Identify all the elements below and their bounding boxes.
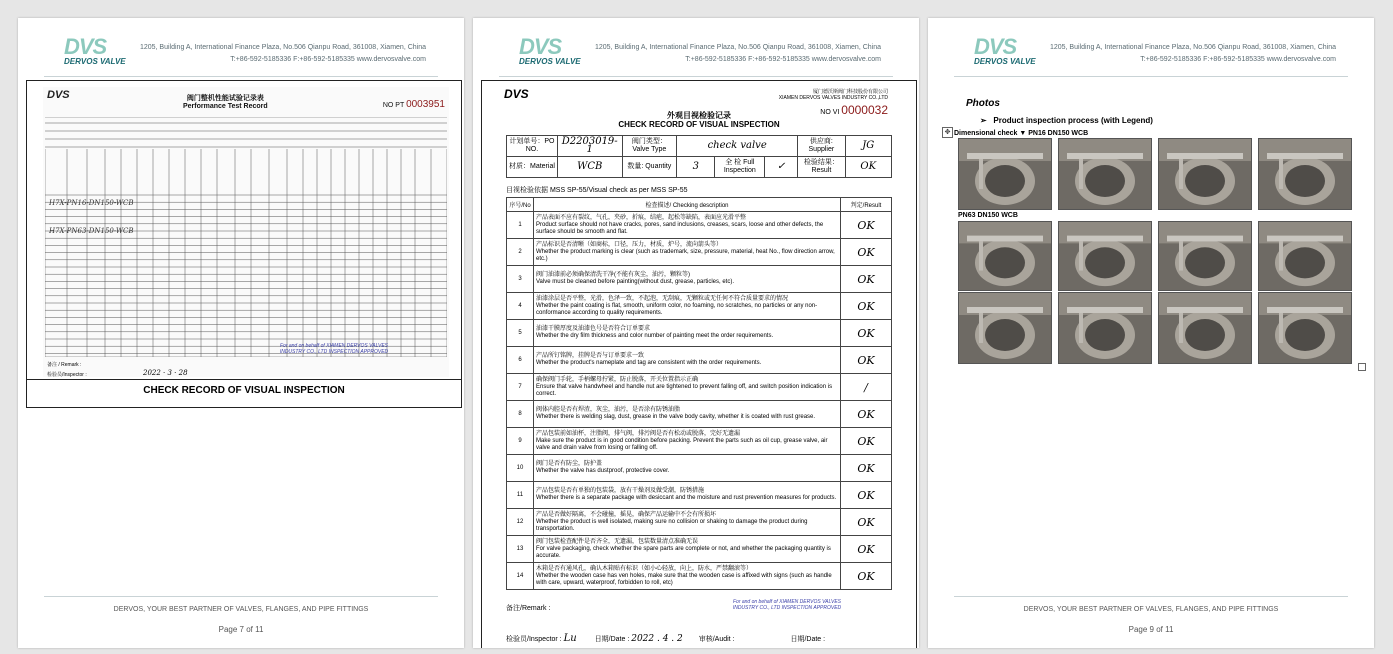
check-desc (534, 266, 841, 293)
check-result: OK (841, 293, 892, 320)
full-inspection-label: 全 检 Full Inspection (715, 157, 765, 178)
header-rule (954, 76, 1348, 77)
scan-no-label: NO PT (382, 102, 405, 109)
check-desc-cn: 产品包装是否有单独的包装袋，放有干燥剂及做受潮，防锈措施 (536, 488, 705, 494)
photos-heading: Photos (966, 98, 1000, 109)
contact-line: T:+86-592-5185336 F:+86-592-5185335 www.dervosvalve.com (685, 56, 881, 63)
valve-type-label: 阀门类型：Valve Type (622, 136, 677, 157)
check-result: OK (841, 320, 892, 347)
scan-logo: DVS (47, 89, 70, 101)
check-no: 10 (507, 455, 534, 482)
scan-title-cn: 阀门整机性能试验记录表 (186, 95, 264, 102)
footer-rule (44, 596, 438, 597)
check-no: 13 (507, 536, 534, 563)
valve-photo-image (1059, 293, 1151, 363)
check-desc (534, 212, 841, 239)
valve-photo-image (959, 139, 1051, 209)
company-en: XIAMEN DERVOS VALVES INDUSTRY CO.,LTD (778, 95, 888, 101)
scan-title-cn: 外观目视检验记录 (667, 111, 731, 120)
check-result: OK (841, 482, 892, 509)
check-desc-en: Make sure the product is in good condition before packing. Prevent the parts such as oil cup, grease valve, air valve and drain valve from losing or falling off. (536, 437, 828, 451)
check-row (507, 266, 892, 293)
col-desc-header: 检查描述/ Checking description (534, 198, 841, 212)
result-label: 检验结果：Result (798, 157, 845, 178)
check-desc-cn: 产品表面不应有裂纹，气孔，夹砂，折痕，结疤，起松等缺陷，表面应光滑平整 (536, 214, 747, 221)
quantity-label: 数量: Quantity (622, 157, 677, 178)
check-desc (534, 320, 841, 347)
inspection-photo (1258, 221, 1352, 291)
check-desc-cn: 木箱是否有通风孔，确认木箱贴有标识（如小心轻放，向上，防水，严禁翻滚等） (536, 565, 753, 572)
check-desc (534, 347, 841, 374)
document-page-9 (928, 18, 1374, 648)
check-no: 3 (507, 266, 534, 293)
inspection-photo (1058, 221, 1152, 291)
footer-rule (954, 596, 1348, 597)
performance-test-record-scan (26, 80, 462, 408)
address-line: 1205, Building A, International Finance Plaza, No.506 Qianpu Road, 361008, Xiamen, China (139, 44, 426, 51)
check-row (507, 212, 892, 239)
check-desc (534, 563, 841, 590)
inspection-photo (958, 221, 1052, 291)
supplier-value: JG (845, 136, 891, 157)
valve-photo-image (1259, 293, 1351, 363)
check-desc-en: Product surface should not have cracks, pores, sand inclusions, creases, scars, loose and other defects, the surface should be smooth and flat. (536, 221, 824, 235)
scan-remark-label: 备注 / Remark : (47, 362, 82, 368)
process-title (980, 116, 1153, 125)
scan-sheet (43, 87, 449, 377)
check-desc (534, 239, 841, 266)
check-desc (534, 482, 841, 509)
check-no: 1 (507, 212, 534, 239)
scan-title (183, 95, 268, 111)
check-no: 7 (507, 374, 534, 401)
document-page-8 (473, 18, 919, 648)
valve-photo-image (1059, 139, 1151, 209)
valve-photo-image (959, 222, 1051, 290)
check-no: 5 (507, 320, 534, 347)
logo-name: DERVOS VALVE (64, 57, 126, 66)
footer-tagline: DERVOS, YOUR BEST PARTNER OF VALVES, FLANGES, AND PIPE FITTINGS (1023, 606, 1279, 613)
check-desc-cn: 确保阀门手轮，手柄螺母拧紧，防止脱落，开关位置指示正确 (536, 376, 699, 383)
check-desc-cn: 阀门包装检查配件是否齐全，无遗漏，包装数量清点准确无误 (536, 538, 699, 545)
scan-date-value: 2022 · 3 · 28 (143, 369, 188, 377)
check-row (507, 320, 892, 347)
check-result: OK (841, 509, 892, 536)
check-result: / (841, 374, 892, 401)
inspection-photo (1158, 221, 1252, 291)
check-result: OK (841, 401, 892, 428)
scan-no-label: NO VI (820, 109, 840, 116)
check-no: 8 (507, 401, 534, 428)
check-row (507, 374, 892, 401)
check-desc-en: For valve packaging, check whether the spare parts are complete or not, and whether the packaging quantity is accurate. (536, 545, 831, 559)
page-number: Page 9 of 11 (1128, 625, 1174, 634)
valve-photo-image (959, 293, 1051, 363)
check-no: 9 (507, 428, 534, 455)
check-desc-en: Whether the paint coating is flat, smooth, uniform color, no foaming, no scratches, no particles or any non-conformance according to quality requirements. (536, 302, 818, 316)
check-desc-en: Whether the product's nameplate and tag are consistent with the order requirements. (536, 360, 762, 366)
check-result: OK (841, 212, 892, 239)
logo-name: DERVOS VALVE (519, 57, 581, 66)
check-row (507, 509, 892, 536)
check-row (507, 347, 892, 374)
logo-mark: DVS (64, 34, 107, 59)
check-result: OK (841, 428, 892, 455)
material-value: WCB (557, 157, 622, 178)
company-logo (972, 34, 1042, 70)
check-desc-en: Whether there is a separate package with desiccant and the moisture and rust prevention measures for products. (536, 495, 837, 501)
check-desc (534, 401, 841, 428)
check-desc-en: Whether the product is well isolated, making sure no collision or shaking to damage the product during transportation. (536, 518, 808, 532)
valve-photo-image (1259, 139, 1351, 209)
test-record-grid (45, 117, 447, 357)
table-move-handle-icon[interactable]: ✥ (942, 127, 953, 138)
check-desc-cn: 产品包装前如油杯，注脂阀，排气阀，排污阀是否有松动或脱落，完好无遗漏 (536, 430, 741, 437)
check-desc (534, 455, 841, 482)
check-row (507, 401, 892, 428)
po-label: 计划单号：PO NO. (507, 136, 558, 157)
check-result: OK (841, 455, 892, 482)
check-result: OK (841, 239, 892, 266)
check-result: OK (841, 563, 892, 590)
row-note-2: H7X-PN63-DN150-WCB (49, 227, 134, 235)
valve-photo-image (1159, 139, 1251, 209)
row-note-1: H7X-PN16-DN150-WCB (49, 199, 134, 207)
remark-label: 备注/Remark : (506, 605, 551, 612)
scan-title (482, 111, 916, 129)
check-desc-en: Whether the valve has dustproof, protective cover. (536, 468, 670, 474)
check-desc-cn: 阀体内腔是否有焊渣，灰尘，油污，是否涂有防锈油脂 (536, 407, 681, 413)
company-cn: 厦门德沃斯阀门科技股份有限公司 (812, 89, 888, 95)
check-desc-en: Whether there is welding slag, dust, grease in the valve body cavity, whether it is coated with rust grease. (536, 414, 816, 420)
visual-inspection-record-scan (481, 80, 917, 648)
full-inspection-value: ✓ (765, 157, 798, 178)
header-address (1050, 42, 1336, 66)
valve-photo-image (1159, 222, 1251, 290)
check-desc-cn: 产品是否做好隔离，不会碰撞，摇晃，确保产品运输中不会有所损坏 (536, 511, 717, 518)
inspection-photo (958, 292, 1052, 364)
address-line: 1205, Building A, International Finance Plaza, No.506 Qianpu Road, 361008, Xiamen, China (1049, 44, 1336, 51)
check-no: 6 (507, 347, 534, 374)
check-desc-en: Whether the wooden case has ven holes, make sure that the wooden case is affixed with signs (such as handle with care, upward, waterproof, forbidden to roll, etc) (536, 572, 832, 586)
inspection-photo (958, 138, 1052, 210)
check-desc-cn: 油漆涂层是否平整，光滑，色泽一致，不起泡，无刮痕，无颗粒或无任何不符合质量要求的情况 (536, 295, 789, 302)
inspection-stamp: For and on behalf of XIAMEN DERVOS VALVES INDUSTRY CO., LTD INSPECTION APPROVED (732, 599, 842, 611)
checking-table (506, 197, 892, 590)
date-label: 日期/Date : (594, 636, 630, 643)
check-row (507, 428, 892, 455)
check-desc-cn: 阀门油漆前必须确保清洗干净(不能有灰尘，油污，颗粒等) (536, 272, 690, 278)
check-desc (534, 536, 841, 563)
check-desc-en: Whether the product marking is clear (such as trademark, size, pressure, material, heat No., flow direction arrow, etc.) (536, 248, 835, 262)
inspection-stamp: For and on behalf of XIAMEN DERVOS VALVES INDUSTRY CO., LTD INSPECTION APPROVED (279, 343, 389, 355)
contact-line: T:+86-592-5185336 F:+86-592-5185335 www.dervosvalve.com (1140, 56, 1336, 63)
scan-company (779, 89, 888, 101)
check-row (507, 536, 892, 563)
check-desc-cn: 产品所钉铭牌，挂牌是否与订单要求一致 (536, 353, 645, 359)
scan-no-value: 0000032 (841, 103, 888, 117)
inspector-value: Lu (563, 633, 577, 644)
page-number: Page 7 of 11 (218, 625, 264, 634)
check-no: 14 (507, 563, 534, 590)
inspection-standard: 目视检验依据 MSS SP-55/Visual check as per MSS SP-55 (506, 187, 688, 194)
inspection-photo (1058, 138, 1152, 210)
address-line: 1205, Building A, International Finance Plaza, No.506 Qianpu Road, 361008, Xiamen, China (594, 44, 881, 51)
scan-number (383, 99, 445, 110)
scan-no-value: 0003951 (406, 99, 445, 110)
result-value: OK (845, 157, 891, 178)
check-result: OK (841, 347, 892, 374)
company-logo (62, 34, 132, 70)
check-no: 12 (507, 509, 534, 536)
audit-label: 审核/Audit : (698, 636, 735, 643)
header-address (595, 42, 881, 66)
inspection-info-table (506, 135, 892, 178)
scan-caption: CHECK RECORD OF VISUAL INSPECTION (143, 385, 345, 396)
scan-title-en: CHECK RECORD OF VISUAL INSPECTION (618, 120, 780, 129)
col-no-header: 序号/No (507, 198, 534, 212)
check-desc-cn: 产品标识是否清晰（如商标，口径，压力，材质，炉号，流向箭头等） (536, 241, 723, 248)
check-desc (534, 428, 841, 455)
signature-row (506, 633, 825, 644)
logo-mark: DVS (974, 34, 1017, 59)
valve-photo-image (1259, 222, 1351, 290)
po-value: D2203019-1 (557, 136, 622, 157)
check-desc (534, 509, 841, 536)
inspection-photo (1058, 292, 1152, 364)
scan-inspector-label: 检验员/Inspector : (47, 372, 87, 378)
process-title-text: Product inspection process (with Legend) (993, 116, 1153, 125)
date-value: 2022 . 4 . 2 (631, 634, 683, 644)
row2-label: PN63 DN150 WCB (958, 212, 1018, 219)
quantity-value: 3 (677, 157, 715, 178)
check-row (507, 563, 892, 590)
header-rule (44, 76, 438, 77)
check-desc-cn: 油漆干膜厚度及油漆色号是否符合订单要求 (536, 326, 651, 332)
check-row (507, 239, 892, 266)
scan-title-en: Performance Test Record (183, 103, 268, 110)
company-logo (517, 34, 587, 70)
check-desc (534, 374, 841, 401)
check-desc-en: Ensure that valve handwheel and handle nut are tightened to prevent falling off, and switch position indication is correct. (536, 383, 833, 397)
inspector-label: 检验员/Inspector : (506, 636, 562, 643)
material-label: 材质：Material (507, 157, 558, 178)
col-result-header: 判定/Result (841, 198, 892, 212)
header-rule (499, 76, 893, 77)
inspection-photo (1258, 292, 1352, 364)
inspection-photo (1158, 292, 1252, 364)
check-no: 11 (507, 482, 534, 509)
logo-mark: DVS (519, 34, 562, 59)
document-page-7 (18, 18, 464, 648)
logo-name: DERVOS VALVE (974, 57, 1036, 66)
valve-photo-image (1159, 293, 1251, 363)
valve-type-value: check valve (677, 136, 798, 157)
footer-tagline: DERVOS, YOUR BEST PARTNER OF VALVES, FLANGES, AND PIPE FITTINGS (113, 606, 369, 613)
valve-photo-image (1059, 222, 1151, 290)
check-row (507, 293, 892, 320)
check-desc-en: Valve must be cleaned before painting(without dust, grease, particles, etc). (536, 279, 734, 285)
bullet-arrow-icon: ➢ (980, 116, 987, 125)
check-row (507, 455, 892, 482)
scan-logo: DVS (504, 87, 529, 101)
check-no: 2 (507, 239, 534, 266)
check-desc-en: Whether the dry film thickness and color number of painting meet the order requirements. (536, 333, 774, 339)
date2-label: 日期/Date : (790, 636, 826, 643)
check-result: OK (841, 536, 892, 563)
check-no: 4 (507, 293, 534, 320)
contact-line: T:+86-592-5185336 F:+86-592-5185335 www.dervosvalve.com (230, 56, 426, 63)
check-row (507, 482, 892, 509)
row1-label: Dimensional check ▼ PN16 DN150 WCB (954, 130, 1089, 137)
supplier-label: 供应商: Supplier (798, 136, 845, 157)
table-resize-handle[interactable] (1358, 363, 1366, 371)
check-desc-cn: 阀门是否有防尘，防护盖 (536, 461, 603, 467)
inspection-photo (1258, 138, 1352, 210)
check-result: OK (841, 266, 892, 293)
check-desc (534, 293, 841, 320)
inspection-photo (1158, 138, 1252, 210)
header-address (140, 42, 426, 66)
caption-rule (27, 379, 461, 380)
